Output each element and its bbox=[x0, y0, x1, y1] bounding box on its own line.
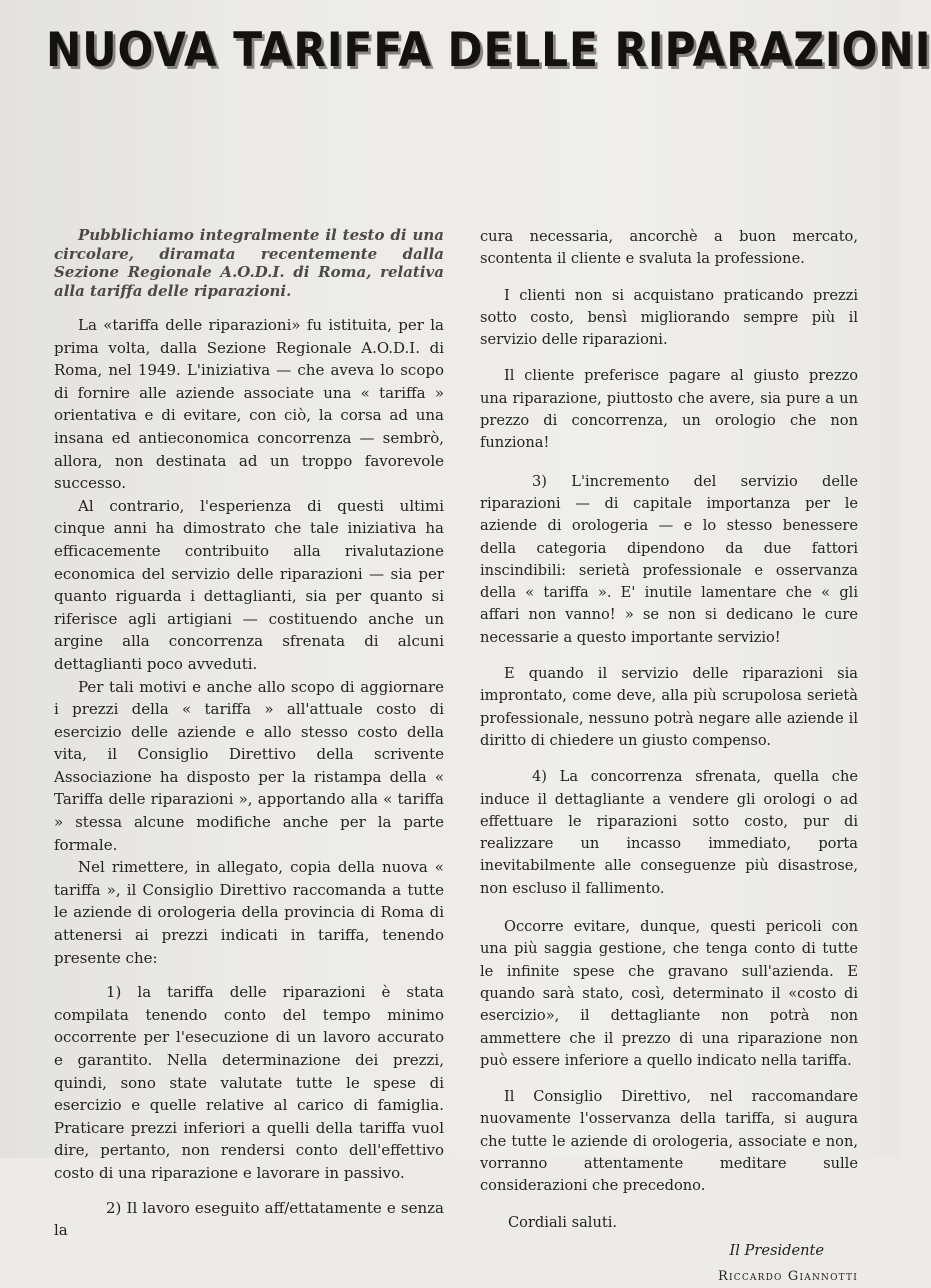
paragraph-update: Per tali motivi e anche allo scopo di aggiornare i prezzi della « tariffa » all'attuale costo di esercizio delle aziende e allo stesso costo della vita, il Consiglio Direttivo della scrivente Associazione ha disposto per la ristampa della « Tariffa delle riparazioni », apportando alla « tariffa » stessa alcune modifiche anche per la parte formale. bbox=[54, 677, 444, 854]
paragraph-avoid-dangers: Occorre evitare, dunque, questi pericoli con una più saggia gestione, che tenga conto di tutte le infinite spese che gravano sull'azienda. E quando sarà stato, così, determinato il «costo di esercizio», il dettagliante non potrà non ammettere che il prezzo di una riparazione non può essere inferiore a quello indicato nella tariffa. bbox=[480, 918, 858, 1069]
point-3: 3) L'incremento del servizio delle riparazioni — di capitale importanza per le aziende di orologeria — e lo stesso benessere della categoria dipendono da due fattori inscindibili: serietà professionale e osservanza della « tariffa ». E' inutile lamentare che « gli affari non vanno! » se non si dedicano le cure necessarie a questo importante servizio! bbox=[480, 472, 858, 646]
right-column bbox=[480, 226, 858, 1285]
point-2-start: 2) Il lavoro eseguito aff/ettatamente e senza la bbox=[54, 1198, 444, 1240]
paragraph-history: La «tariffa delle riparazioni» fu istituita, per la prima volta, dalla Sezione Regionale A.O.D.I. di Roma, nel 1949. L'iniziativa — che aveva lo scopo di fornire alle aziende associate una « tariffa » orientativa e di evitare, con ciò, la corsa ad una insana ed antieconomica concorrenza — sembrò, allora, non destinata ad un troppo favorevole successo. bbox=[54, 316, 444, 493]
signature-name: Riccardo Giannotti bbox=[717, 1269, 858, 1285]
paragraph-council: Il Consiglio Direttivo, nel raccomandare nuovamente l'osservanza della tariffa, si augura che tutte le aziende di orologeria, associate e non, vorranno attentamente meditare sulle considerazioni che precedono. bbox=[480, 1088, 858, 1195]
closing-greeting: Cordiali saluti. bbox=[508, 1213, 618, 1231]
point-1: 1) la tariffa delle riparazioni è stata compilata tenendo conto del tempo minimo occorrente per l'esecuzione di un lavoro accurato e garantito. Nella determinazione dei prezzi, quindi, sono state valutate tutte le spese di esercizio e quelle relative al carico di famiglia. Praticare prezzi inferiori a quelli della tariffa vuol dire, pertanto, non rendersi conto dell'effettivo costo di una riparazione e lavorare in passivo. bbox=[54, 983, 444, 1182]
intro-paragraph: Pubblichiamo integralmente il testo di una circolare, diramata recentemente dalla Sezione Regionale A.O.D.I. di Roma, relativa alla tariffa delle riparazioni. bbox=[54, 226, 444, 300]
left-column bbox=[54, 226, 444, 1240]
paragraph-clients: I clienti non si acquistano praticando prezzi sotto costo, bensì migliorando sempre più il servizio delle riparazioni. bbox=[480, 286, 858, 349]
paragraph-fair-price: Il cliente preferisce pagare al giusto prezzo una riparazione, piuttosto che avere, sia pure a un prezzo di concorrenza, un orologio che non funziona! bbox=[480, 367, 858, 452]
paragraph-compensation: E quando il servizio delle riparazioni sia improntato, come deve, alla più scrupolosa serietà professionale, nessuno potrà negare alle aziende il diritto di chiedere un giusto compenso. bbox=[480, 665, 858, 749]
point-4: 4) La concorrenza sfrenata, quella che induce il dettagliante a vendere gli orologi o ad effettuare le riparazioni sotto costo, pur di realizzare un incasso immediato, porta inevitabilmente alle conseguenze più disastrose, non escluso il fallimento. bbox=[480, 768, 858, 897]
paragraph-recommendation: Nel rimettere, in allegato, copia della nuova « tariffa », il Consiglio Direttivo raccomanda a tutte le aziende di orologeria della provincia di Roma di attenersi ai prezzi indicati in tariffa, tenendo presente che: bbox=[54, 858, 444, 967]
signature-title: Il Presidente bbox=[729, 1241, 824, 1259]
point-2-continued: cura necessaria, ancorchè a buon mercato, scontenta il cliente e svaluta la professione. bbox=[480, 228, 858, 268]
paragraph-experience: Al contrario, l'esperienza di questi ultimi cinque anni ha dimostrato che tale iniziativa ha efficacemente contribuito alla rivalutazione economica del servizio delle riparazioni — sia per quanto riguarda i dettaglianti, sia per quanto si riferisce agli artigiani — costituendo anche un argine alla concorrenza sfrenata di alcuni dettaglianti poco avveduti. bbox=[54, 496, 444, 673]
page-title: NUOVA TARIFFA DELLE RIPARAZIONI bbox=[46, 23, 931, 78]
